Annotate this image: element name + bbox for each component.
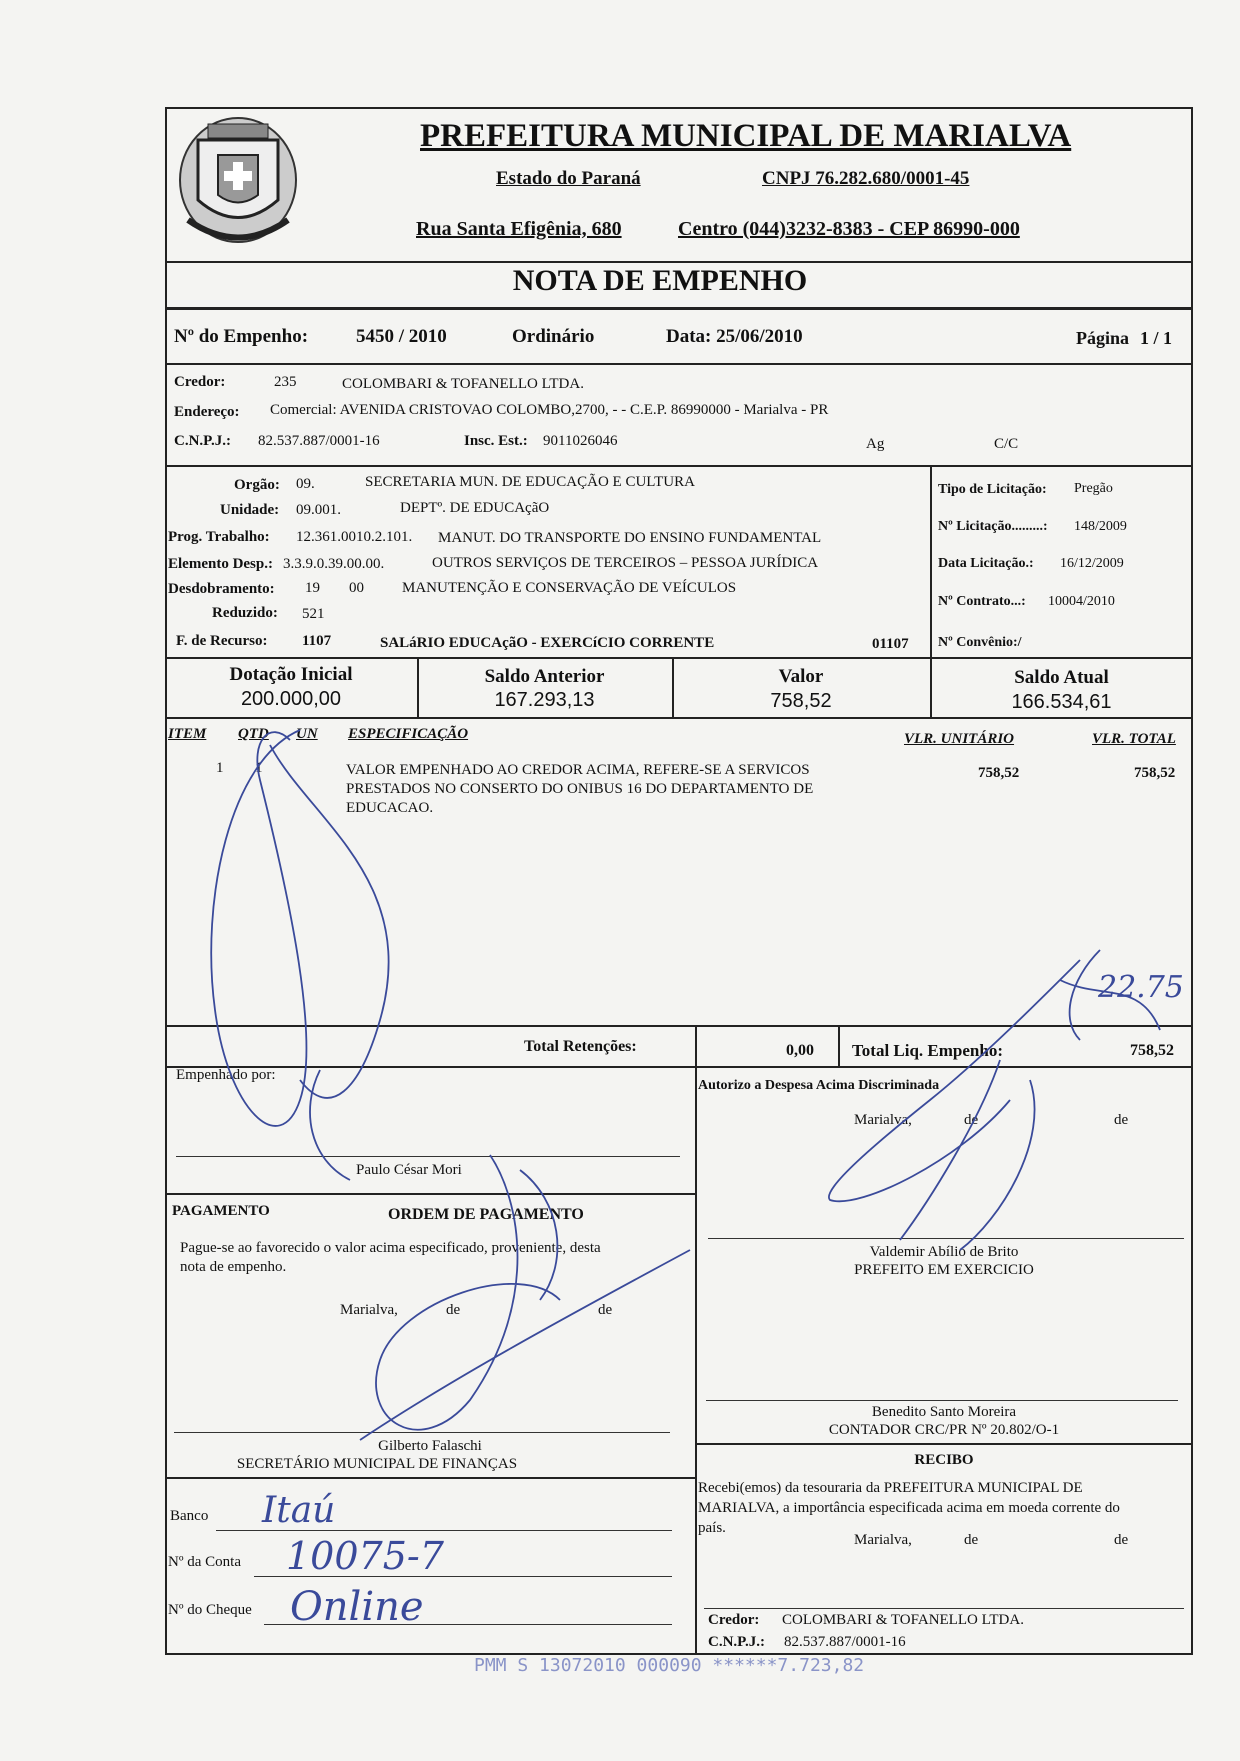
empenhado-name: Paulo César Mori bbox=[356, 1162, 462, 1178]
recibo-de-1: de bbox=[964, 1532, 979, 1548]
licitacao-number: 148/2009 bbox=[1074, 519, 1127, 534]
secretario-role: SECRETÁRIO MUNICIPAL DE FINANÇAS bbox=[236, 1456, 518, 1472]
page-label: Página bbox=[1076, 328, 1130, 348]
item-total-value: 758,52 bbox=[1134, 765, 1176, 781]
recibo-cnpj: 82.537.887/0001-16 bbox=[784, 1634, 906, 1650]
recurso-code-2: 01107 bbox=[872, 636, 909, 652]
elemento-code: 3.3.9.0.39.00.00. bbox=[283, 556, 385, 572]
convenio-label: Nº Convênio:/ bbox=[938, 635, 1022, 650]
autorizo-place: Marialva, bbox=[854, 1112, 912, 1128]
prefeito-name: Valdemir Abílio de Brito bbox=[869, 1244, 1019, 1260]
col-especificacao: ESPECIFICAÇÃO bbox=[348, 726, 469, 742]
reduzido-label: Reduzido: bbox=[212, 605, 278, 621]
prog-code: 12.361.0010.2.101. bbox=[296, 529, 413, 545]
handwritten-cheque: Online bbox=[290, 1584, 424, 1630]
empenhado-label: Empenhado por: bbox=[176, 1067, 276, 1083]
liq-value: 758,52 bbox=[1130, 1042, 1174, 1059]
item-qtd: 1 bbox=[255, 760, 263, 776]
item-number: 1 bbox=[216, 760, 224, 776]
prog-name: MANUT. DO TRANSPORTE DO ENSINO FUNDAMENTAL bbox=[438, 530, 822, 546]
elemento-name: OUTROS SERVIÇOS DE TERCEIROS – PESSOA JURÍDICA bbox=[432, 555, 819, 571]
handwritten-banco: Itaú bbox=[262, 1490, 336, 1531]
secretario-name: Gilberto Falaschi bbox=[378, 1438, 482, 1454]
saldo-atual-label: Saldo Atual bbox=[1014, 667, 1109, 688]
conta-label: Nº da Conta bbox=[168, 1554, 241, 1570]
unidade-name: DEPTº. DE EDUCAçãO bbox=[400, 500, 550, 516]
saldo-anterior-label: Saldo Anterior bbox=[484, 666, 605, 687]
recibo-label: RECIBO bbox=[914, 1452, 974, 1468]
insc-label: Insc. Est.: bbox=[464, 433, 528, 449]
empenho-type: Ordinário bbox=[512, 326, 595, 347]
desdobramento-name: MANUTENÇÃO E CONSERVAÇÃO DE VEÍCULOS bbox=[402, 580, 737, 596]
contador-role: CONTADOR CRC/PR Nº 20.802/O-1 bbox=[828, 1422, 1060, 1438]
tipo-licitacao: Pregão bbox=[1074, 481, 1113, 496]
dotacao-value: 200.000,00 bbox=[240, 688, 342, 710]
page-number: 1 / 1 bbox=[1140, 328, 1173, 348]
autorizo-de-2: de bbox=[1114, 1112, 1129, 1128]
municipal-coat-of-arms bbox=[168, 110, 308, 260]
recibo-text-line-2: MARIALVA, a importância especificada acima em moeda corrente do bbox=[698, 1500, 1120, 1516]
insc-value: 9011026046 bbox=[543, 433, 618, 449]
empenho-number: 5450 / 2010 bbox=[356, 326, 447, 347]
retencoes-value: 0,00 bbox=[786, 1042, 814, 1059]
licitacao-number-label: Nº Licitação.........: bbox=[938, 519, 1048, 534]
dotacao-label: Dotação Inicial bbox=[229, 664, 353, 685]
pagamento-text-line-2: nota de empenho. bbox=[180, 1259, 287, 1275]
prefeitura-contact: Centro (044)3232-8383 - CEP 86990-000 bbox=[678, 218, 1020, 240]
tipo-licitacao-label: Tipo de Licitação: bbox=[938, 482, 1047, 497]
col-item: ITEM bbox=[168, 726, 207, 742]
recurso-code: 1107 bbox=[302, 633, 332, 649]
col-vlr-total: VLR. TOTAL bbox=[1092, 731, 1176, 747]
saldo-anterior-value: 167.293,13 bbox=[494, 689, 595, 711]
prefeitura-title: PREFEITURA MUNICIPAL DE MARIALVA bbox=[420, 118, 1072, 154]
handwritten-initials: 22.75 bbox=[1098, 970, 1184, 1005]
cheque-label: Nº do Cheque bbox=[168, 1602, 252, 1618]
credor-name: COLOMBARI & TOFANELLO LTDA. bbox=[342, 376, 584, 392]
credor-label: Credor: bbox=[174, 374, 226, 390]
ordem-pagamento-label: ORDEM DE PAGAMENTO bbox=[388, 1206, 584, 1223]
pagamento-label: PAGAMENTO bbox=[172, 1203, 270, 1219]
item-description-line-3: EDUCACAO. bbox=[346, 800, 434, 816]
recibo-credor-name: COLOMBARI & TOFANELLO LTDA. bbox=[782, 1612, 1024, 1628]
liq-label: Total Liq. Empenho: bbox=[852, 1041, 1003, 1060]
recibo-text-line-3: país. bbox=[698, 1520, 726, 1536]
contrato-number: 10004/2010 bbox=[1048, 594, 1115, 609]
reduzido-value: 521 bbox=[302, 606, 325, 622]
item-unit-value: 758,52 bbox=[978, 765, 1020, 781]
prefeito-role: PREFEITO EM EXERCICIO bbox=[854, 1262, 1034, 1278]
pagamento-place: Marialva, bbox=[340, 1302, 398, 1318]
licitacao-date-label: Data Licitação.: bbox=[938, 556, 1034, 571]
document-title: NOTA DE EMPENHO bbox=[512, 264, 808, 297]
ag-label: Ag bbox=[866, 436, 885, 452]
recurso-label: F. de Recurso: bbox=[176, 633, 268, 649]
recibo-cnpj-label: C.N.P.J.: bbox=[708, 1634, 765, 1650]
item-description-line-1: VALOR EMPENHADO AO CREDOR ACIMA, REFERE-SE A SERVICOS bbox=[346, 762, 810, 778]
empenho-label: Nº do Empenho: bbox=[174, 326, 309, 347]
orgao-code: 09. bbox=[296, 476, 315, 492]
unidade-code: 09.001. bbox=[296, 502, 341, 518]
licitacao-date: 16/12/2009 bbox=[1060, 556, 1124, 571]
pagamento-de-1: de bbox=[446, 1302, 461, 1318]
autorizo-de-1: de bbox=[964, 1112, 979, 1128]
col-vlr-unitario: VLR. UNITÁRIO bbox=[904, 731, 1015, 747]
credor-cnpj-label: C.N.P.J.: bbox=[174, 433, 231, 449]
banco-label: Banco bbox=[170, 1508, 209, 1524]
empenho-date: Data: 25/06/2010 bbox=[666, 326, 803, 347]
pagamento-de-2: de bbox=[598, 1302, 613, 1318]
recibo-place: Marialva, bbox=[854, 1532, 912, 1548]
desdobramento-a: 19 bbox=[305, 580, 320, 596]
credor-code: 235 bbox=[274, 374, 297, 390]
recibo-credor-label: Credor: bbox=[708, 1612, 760, 1628]
prefeitura-cnpj: CNPJ 76.282.680/0001-45 bbox=[762, 168, 970, 189]
cash-register-stamp: PMM S 13072010 000090 ******7.723,82 bbox=[474, 1655, 865, 1676]
contrato-label: Nº Contrato...: bbox=[938, 594, 1026, 609]
cc-label: C/C bbox=[994, 436, 1019, 452]
col-qtd: QTD bbox=[238, 726, 269, 742]
prefeitura-street: Rua Santa Efigênia, 680 bbox=[416, 218, 622, 240]
col-un: UN bbox=[296, 726, 318, 742]
autorizo-label: Autorizo a Despesa Acima Discriminada bbox=[698, 1078, 940, 1093]
orgao-label: Orgão: bbox=[234, 477, 280, 493]
desdobramento-label: Desdobramento: bbox=[168, 581, 275, 597]
recibo-text-line-1: Recebi(emos) da tesouraria da PREFEITURA MUNICIPAL DE bbox=[698, 1480, 1083, 1496]
orgao-name: SECRETARIA MUN. DE EDUCAÇÃO E CULTURA bbox=[365, 474, 695, 490]
address-label: Endereço: bbox=[174, 404, 240, 420]
desdobramento-b: 00 bbox=[349, 580, 364, 596]
retencoes-label: Total Retenções: bbox=[524, 1038, 637, 1055]
pagamento-text-line-1: Pague-se ao favorecido o valor acima especificado, proveniente, desta bbox=[180, 1240, 601, 1256]
handwritten-conta: 10075-7 bbox=[286, 1534, 444, 1578]
recurso-name: SALáRIO EDUCAçãO - EXERCíCIO CORRENTE bbox=[380, 635, 715, 651]
prog-label: Prog. Trabalho: bbox=[168, 529, 270, 545]
state-name: Estado do Paraná bbox=[496, 168, 641, 189]
unidade-label: Unidade: bbox=[220, 502, 280, 518]
recibo-de-2: de bbox=[1114, 1532, 1129, 1548]
credor-cnpj: 82.537.887/0001-16 bbox=[258, 433, 380, 449]
saldo-atual-value: 166.534,61 bbox=[1011, 691, 1112, 713]
valor-value: 758,52 bbox=[770, 690, 832, 712]
contador-name: Benedito Santo Moreira bbox=[871, 1404, 1017, 1420]
credor-address: Comercial: AVENIDA CRISTOVAO COLOMBO,2700, - - C.E.P. 86990000 - Marialva - PR bbox=[270, 402, 829, 418]
valor-label: Valor bbox=[778, 666, 824, 687]
item-description-line-2: PRESTADOS NO CONSERTO DO ONIBUS 16 DO DEPARTAMENTO DE bbox=[346, 781, 814, 797]
elemento-label: Elemento Desp.: bbox=[168, 556, 273, 572]
